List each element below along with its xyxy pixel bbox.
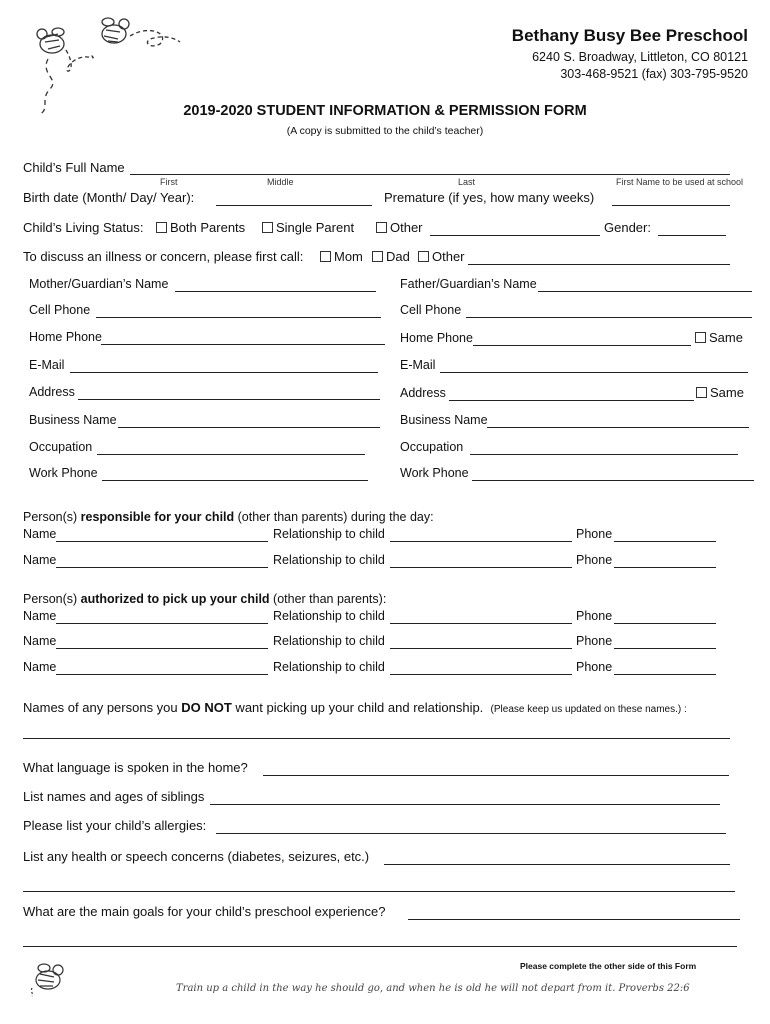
child-name-label: Child’s Full Name [23,160,125,175]
mom-label: Mom [334,249,363,264]
mother-occupation-label: Occupation [29,440,93,454]
siblings-field[interactable] [210,804,720,805]
sub-school-name: First Name to be used at school [616,177,744,187]
auth2-relationship-field[interactable] [390,648,572,649]
other-contact-label: Other [432,249,465,264]
checkbox-icon[interactable] [418,251,429,262]
sub-last: Last [458,177,476,187]
other-side-note: Please complete the other side of this Form [520,961,697,971]
resp2-name-field[interactable] [56,567,268,568]
auth1-name-label: Name [23,609,57,623]
school-phones: 303-468-9521 (fax) 303-795-9520 [560,67,748,81]
mother-address-label: Address [29,385,75,399]
living-label: Child’s Living Status: [23,220,144,235]
father-work-label: Work Phone [400,466,469,480]
gender-field[interactable] [658,235,726,236]
birth-field[interactable] [216,205,372,206]
mother-work-label: Work Phone [29,466,98,480]
not-pickup-field[interactable] [23,738,730,739]
single-parent-label: Single Parent [276,220,355,235]
checkbox-icon[interactable] [320,251,331,262]
checkbox-icon[interactable] [156,222,167,233]
father-cell-field[interactable] [466,317,752,318]
mother-occupation-field[interactable] [97,454,365,455]
checkbox-icon[interactable] [376,222,387,233]
form-subtitle: (A copy is submitted to the child’s teacher) [286,125,484,137]
home-same-label: Same [709,330,743,345]
authorized-heading: Person(s) authorized to pick up your child (other than parents): [23,592,387,606]
health-field-2[interactable] [23,891,735,892]
resp2-phone-field[interactable] [614,567,716,568]
school-address: 6240 S. Broadway, Littleton, CO 80121 [532,50,748,64]
auth3-name-label: Name [23,660,57,674]
mother-business-field[interactable] [118,427,380,428]
father-work-field[interactable] [472,480,754,481]
mother-name-label: Mother/Guardian’s Name [29,277,169,291]
resp1-name-field[interactable] [56,541,268,542]
mother-business-label: Business Name [29,413,117,427]
resp2-relationship-field[interactable] [390,567,572,568]
other-contact-field[interactable] [468,264,730,265]
language-field[interactable] [263,775,729,776]
auth2-name-field[interactable] [56,648,268,649]
child-name-field[interactable] [130,174,730,175]
auth2-name-label: Name [23,634,57,648]
home-same-option[interactable] [693,330,743,345]
auth1-relationship-label: Relationship to child [273,609,385,623]
resp1-phone-field[interactable] [614,541,716,542]
sub-first: First [160,177,178,187]
resp2-name-label: Name [23,553,57,567]
allergies-label: Please list your child’s allergies: [23,818,207,833]
mom-option[interactable] [318,249,363,264]
resp1-relationship-label: Relationship to child [273,527,385,541]
mother-address-field[interactable] [78,399,380,400]
health-label: List any health or speech concerns (diabetes, seizures, etc.) [23,849,370,864]
goals-field[interactable] [408,919,740,920]
auth3-phone-field[interactable] [614,674,716,675]
father-home-label: Home Phone [400,331,473,345]
resp2-relationship-label: Relationship to child [273,553,385,567]
birth-label: Birth date (Month/ Day/ Year): [23,190,195,205]
school-name: Bethany Busy Bee Preschool [511,26,748,45]
mother-work-field[interactable] [102,480,368,481]
other-status-option[interactable] [374,220,423,235]
mother-home-label: Home Phone [29,330,102,344]
mother-email-field[interactable] [70,372,378,373]
other-status-label: Other [390,220,423,235]
auth3-phone-label: Phone [576,660,613,674]
auth3-relationship-field[interactable] [390,674,572,675]
auth2-phone-field[interactable] [614,648,716,649]
auth3-name-field[interactable] [56,674,268,675]
father-address-field[interactable] [449,400,694,401]
both-parents-label: Both Parents [170,220,246,235]
mother-email-label: E-Mail [29,358,65,372]
father-business-field[interactable] [487,427,749,428]
not-pickup-label: Names of any persons you DO NOT want picking up your child and relationship. (Please keep us updated on these names.) : [23,700,687,715]
dad-label: Dad [386,249,410,264]
checkbox-icon[interactable] [696,387,707,398]
proverb-verse: Train up a child in the way he should go, and when he is old he will not depart from it. Proverbs 22:6 [176,983,690,994]
father-email-label: E-Mail [400,358,436,372]
father-name-label: Father/Guardian’s Name [400,277,537,291]
auth2-relationship-label: Relationship to child [273,634,385,648]
mother-cell-field[interactable] [96,317,381,318]
father-cell-label: Cell Phone [400,303,462,317]
resp1-phone-label: Phone [576,527,613,541]
father-occupation-field[interactable] [470,454,738,455]
dad-option[interactable] [370,249,410,264]
other-contact-option[interactable] [416,249,465,264]
father-occupation-label: Occupation [400,440,464,454]
allergies-field[interactable] [216,833,726,834]
goals-label: What are the main goals for your child’s preschool experience? [23,904,386,919]
address-same-label: Same [710,385,744,400]
both-parents-option[interactable] [154,220,245,235]
language-label: What language is spoken in the home? [23,760,248,775]
father-address-label: Address [400,386,446,400]
single-parent-option[interactable] [260,220,354,235]
health-field[interactable] [384,864,730,865]
auth2-phone-label: Phone [576,634,613,648]
other-status-field[interactable] [430,235,600,236]
gender-label: Gender: [604,220,651,235]
responsible-heading: Person(s) responsible for your child (other than parents) during the day: [23,510,434,524]
siblings-label: List names and ages of siblings [23,789,205,804]
mother-name-field[interactable] [175,291,376,292]
resp1-relationship-field[interactable] [390,541,572,542]
checkbox-icon[interactable] [372,251,383,262]
father-home-field[interactable] [473,345,691,346]
premature-label: Premature (if yes, how many weeks) [384,190,595,205]
bee-footer-icon [28,958,72,998]
father-email-field[interactable] [440,372,748,373]
illness-label: To discuss an illness or concern, please first call: [23,249,304,264]
checkbox-icon[interactable] [262,222,273,233]
checkbox-icon[interactable] [695,332,706,343]
father-name-field[interactable] [538,291,752,292]
resp2-phone-label: Phone [576,553,613,567]
auth3-relationship-label: Relationship to child [273,660,385,674]
auth1-phone-label: Phone [576,609,613,623]
premature-field[interactable] [612,205,730,206]
mother-cell-label: Cell Phone [29,303,91,317]
auth1-relationship-field[interactable] [390,623,572,624]
mother-home-field[interactable] [101,344,385,345]
auth1-phone-field[interactable] [614,623,716,624]
father-business-label: Business Name [400,413,488,427]
resp1-name-label: Name [23,527,57,541]
goals-field-2[interactable] [23,946,737,947]
form-title: 2019-2020 STUDENT INFORMATION & PERMISSION FORM [183,103,587,119]
auth1-name-field[interactable] [56,623,268,624]
address-same-option[interactable] [694,385,744,400]
sub-middle: Middle [267,177,294,187]
